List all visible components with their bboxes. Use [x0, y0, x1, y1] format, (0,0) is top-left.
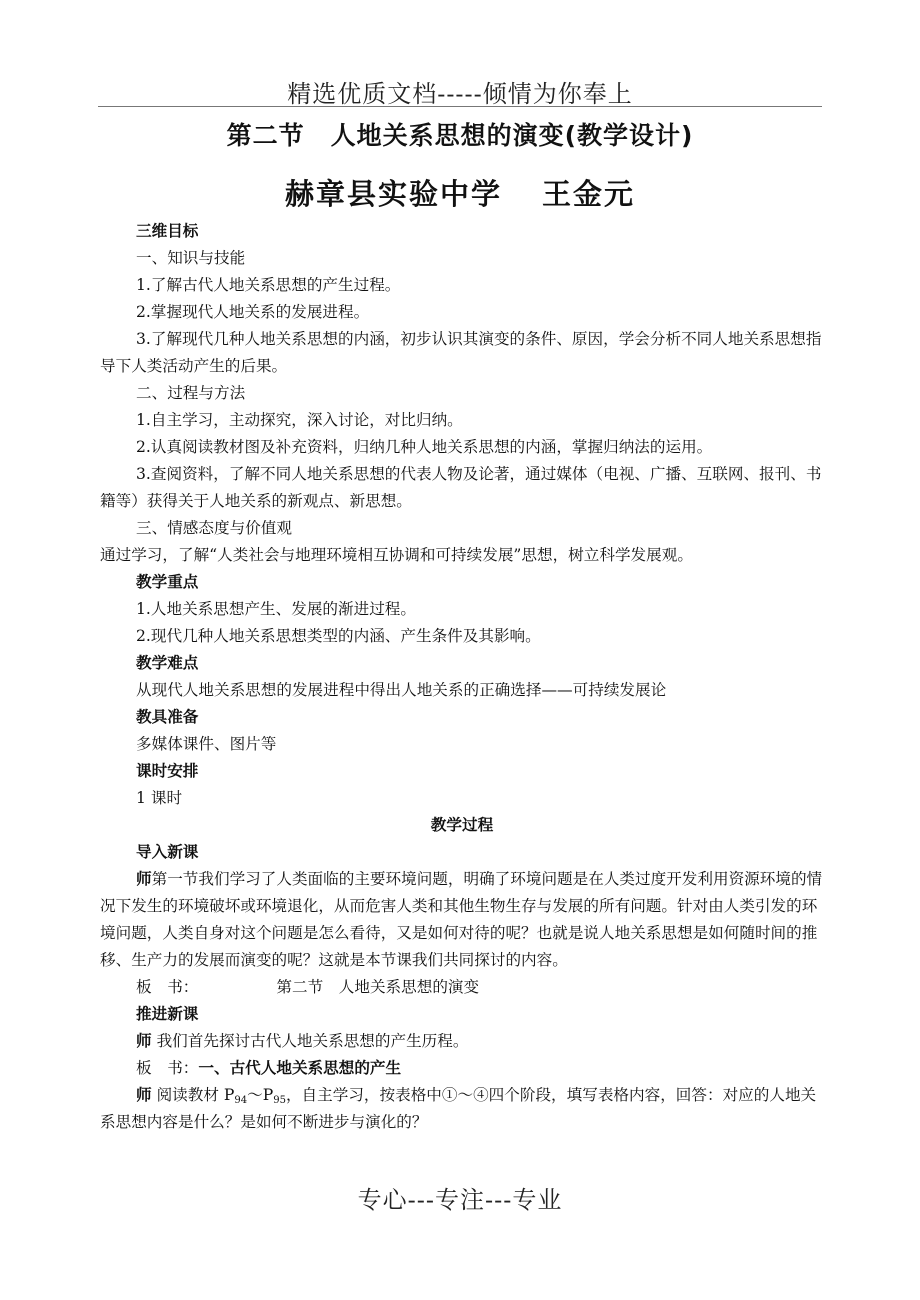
header-divider: [98, 106, 822, 107]
section-heading-difficulty: 教学难点: [136, 654, 199, 672]
paragraph: 从现代人地关系思想的发展进程中得出人地关系的正确选择——可持续发展论: [136, 681, 667, 699]
subheading-intro: 导入新课: [136, 843, 199, 861]
paragraph: [100, 1028, 824, 1055]
board-line: [100, 974, 824, 1001]
board-label: 板 书：: [136, 978, 199, 996]
reading-text-pre: 阅读教材 P: [151, 1086, 235, 1104]
section-heading-schedule: 课时安排: [136, 762, 199, 780]
page-subscript: 94: [234, 1095, 248, 1106]
list-item: 3.了解现代几种人地关系思想的内涵，初步认识其演变的条件、原因，学会分析不同人地关系思想指导下人类活动产生的后果。: [100, 330, 822, 375]
page-header: 精选优质文档-----倾情为你奉上: [287, 80, 633, 108]
list-item: 1.自主学习，主动探究，深入讨论，对比归纳。: [136, 411, 463, 429]
paragraph-reading: [100, 1082, 824, 1136]
paragraph: 通过学习，了解“人类社会与地理环境相互协调和可持续发展”思想，树立科学发展观。: [100, 546, 693, 564]
board-label: 板 书：: [136, 1059, 199, 1077]
section-heading-tools: 教具准备: [136, 708, 199, 726]
list-item: 3.查阅资料，了解不同人地关系思想的代表人物及论著，通过媒体（电视、广播、互联网、报刊、书籍等）获得关于人地关系的新观点、新思想。: [100, 465, 822, 510]
intro-text: 第一节我们学习了人类面临的主要环境问题，明确了环境问题是在人类过度开发利用资源环境的情况下发生的环境破坏或环境退化，从而危害人类和其他生物生存与发展的所有问题。针对由人类引发的环境问题，人类自身对这个问题是怎么看待，又是如何对待的呢？也就是说人地关系思想是如何随时间的推移、生产力的发展而演变的呢？这就是本节课我们共同探讨的内容。: [100, 870, 823, 969]
page-subscript: 95: [273, 1095, 286, 1106]
list-item: 1.了解古代人地关系思想的产生过程。: [136, 276, 401, 294]
reading-text-post: ，自主学习，按表格中①～④四个阶段，填写表格内容，回答：对应的人地关系思想内容是什么？是如何不断进步与演化的？: [100, 1086, 817, 1131]
subsection-title: 三、情感态度与价值观: [136, 519, 292, 537]
school-name: 赫章县实验中学: [284, 177, 502, 211]
board-line: [100, 1055, 824, 1082]
author-name: 王金元: [542, 177, 636, 211]
advance-text: 我们首先探讨古代人地关系思想的产生历程。: [151, 1032, 469, 1050]
subsection-title: 二、过程与方法: [136, 384, 246, 402]
list-item: 2.现代几种人地关系思想类型的内涵、产生条件及其影响。: [136, 627, 541, 645]
section-heading-goals: 三维目标: [136, 222, 199, 240]
subheading-advance: 推进新课: [136, 1005, 199, 1023]
paragraph: 多媒体课件、图片等: [136, 735, 277, 753]
board-text: 一、古代人地关系思想的产生: [198, 1059, 402, 1077]
document-title: 第二节 人地关系思想的演变(教学设计): [226, 121, 694, 150]
section-heading-process: 教学过程: [430, 816, 494, 834]
subsection-title: 一、知识与技能: [136, 249, 246, 267]
list-item: 2.认真阅读教材图及补充资料，归纳几种人地关系思想的内涵，掌握归纳法的运用。: [136, 438, 713, 456]
page-footer: 专心---专注---专业: [357, 1186, 563, 1214]
reading-tilde: ～P: [247, 1086, 274, 1104]
section-heading-key-points: 教学重点: [136, 573, 199, 591]
teacher-label: 师: [136, 1032, 152, 1050]
board-text: 第二节 人地关系思想的演变: [276, 978, 480, 996]
author-line: [0, 172, 920, 213]
teacher-label: 师: [136, 1086, 152, 1104]
teacher-label: 师: [136, 870, 152, 888]
paragraph-intro: [100, 866, 824, 974]
list-item: 2.掌握现代人地关系的发展进程。: [136, 303, 370, 321]
paragraph: 1 课时: [136, 789, 183, 807]
document-body: [100, 218, 824, 1136]
list-item: 1.人地关系思想产生、发展的渐进过程。: [136, 600, 416, 618]
